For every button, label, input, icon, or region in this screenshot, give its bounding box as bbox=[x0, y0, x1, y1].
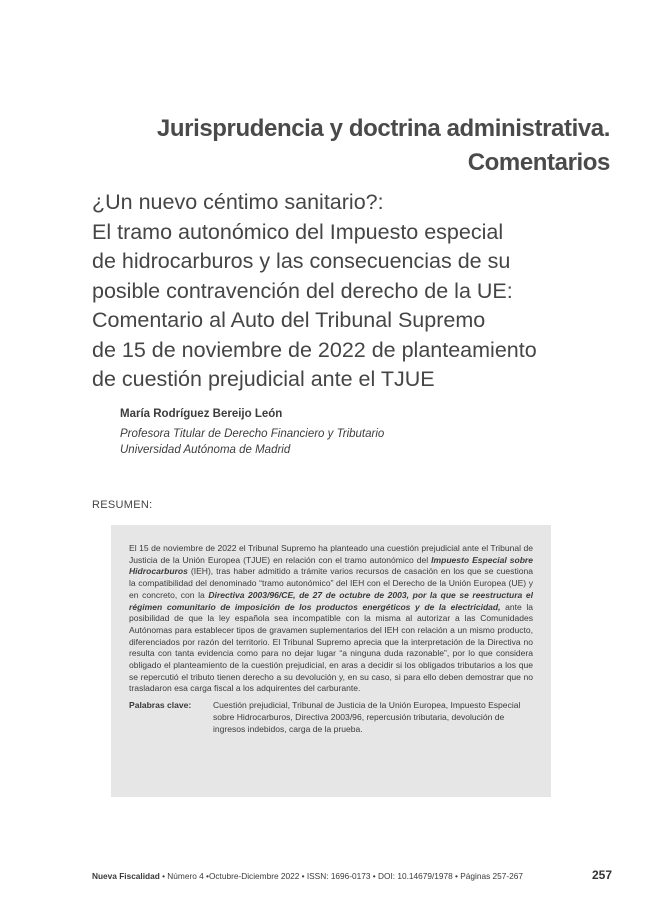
author-institution: Universidad Autónoma de Madrid bbox=[120, 444, 291, 456]
abstract-text bbox=[129, 543, 533, 695]
footer-details: • Número 4 •Octubre-Diciembre 2022 • ISSN: 1696-0173 • DOI: 10.14679/1978 • Páginas 257-267 bbox=[159, 871, 523, 881]
footer-journal: Nueva Fiscalidad bbox=[92, 871, 160, 881]
article-title-line: de 15 de noviembre de 2022 de planteamiento bbox=[92, 337, 537, 362]
abstract-box bbox=[111, 525, 551, 797]
article-title-line: de cuestión prejudicial ante el TJUE bbox=[92, 367, 435, 391]
article-title-line: Comentario al Auto del Tribunal Supremo bbox=[92, 308, 486, 332]
page-number: 257 bbox=[591, 868, 612, 882]
section-title bbox=[157, 112, 610, 180]
abstract-label: RESUMEN: bbox=[92, 499, 153, 511]
author-name: María Rodríguez Bereijo León bbox=[120, 408, 283, 420]
footer-citation bbox=[92, 871, 523, 881]
author-position: Profesora Titular de Derecho Financiero y Tributario bbox=[120, 428, 385, 440]
article-title-line: de hidrocarburos y las consecuencias de su bbox=[92, 249, 511, 273]
abstract-emphasis-directive: Directiva 2003/96/CE, de 27 de octubre de 2003, por la que se reestructura el régimen comunitario de imposición de los productos energéticos y de la electricidad, bbox=[129, 589, 534, 612]
keywords-label: Palabras clave: bbox=[129, 700, 192, 711]
abstract-text-part: ante la posibilidad de que la ley española sea incompatible con la misma al autorizar a las Comunidades Autónomas para establecer tipos de gravamen suplementarios del IEH con relación a un mismo producto, diferenciados por razón del territorio. El Tribunal Supremo aprecia que la interpretación de la Directiva no resulta con tanta evidencia como para no dejar lugar “a ninguna duda razonable”, por lo que considera obligado el planteamiento de la cuestión prejudicial, en aras a decidir si los obligados tributarios a los que se repercutió el tributo tienen derecho a su devolución y, en su caso, si para ello deben demostrar que no trasladaron esa carga fiscal a los adquirentes del carburante. bbox=[129, 601, 533, 694]
article-title bbox=[92, 188, 632, 395]
keywords-text: Cuestión prejudicial, Tribunal de Justicia de la Unión Europea, Impuesto Especial sobre Hidrocarburos, Directiva 2003/96, repercusión tributaria, devolución de ingresos indebidos, carga de la prueba. bbox=[213, 700, 521, 734]
article-title-line: posible contravención del derecho de la UE: bbox=[92, 278, 513, 303]
article-title-line: ¿Un nuevo céntimo sanitario?: bbox=[92, 190, 384, 214]
keywords bbox=[129, 700, 533, 735]
abstract-text-part: El 15 de noviembre de 2022 el Tribunal Supremo ha planteado una cuestión prejudicial ante el Tribunal de Justicia de la Unión Europea (TJUE) en relación con el tramo autonómico del bbox=[129, 543, 533, 565]
section-title-line-2: Comentarios bbox=[467, 149, 610, 176]
abstract-emphasis-tax: Impuesto Especial sobre Hidrocarburos bbox=[129, 554, 534, 577]
section-title-line-1: Jurisprudencia y doctrina administrativa. bbox=[156, 115, 610, 142]
article-title-line: El tramo autonómico del Impuesto especial bbox=[92, 219, 504, 244]
page-footer bbox=[92, 868, 612, 882]
abstract-text-part: (IEH), tras haber admitido a trámite varios recursos de casación en los que se cuestiona la compatibilidad del denominado “tramo autonómico” del IEH con el Derecho de la Unión Europea (UE) y en concreto, con la bbox=[129, 566, 533, 600]
